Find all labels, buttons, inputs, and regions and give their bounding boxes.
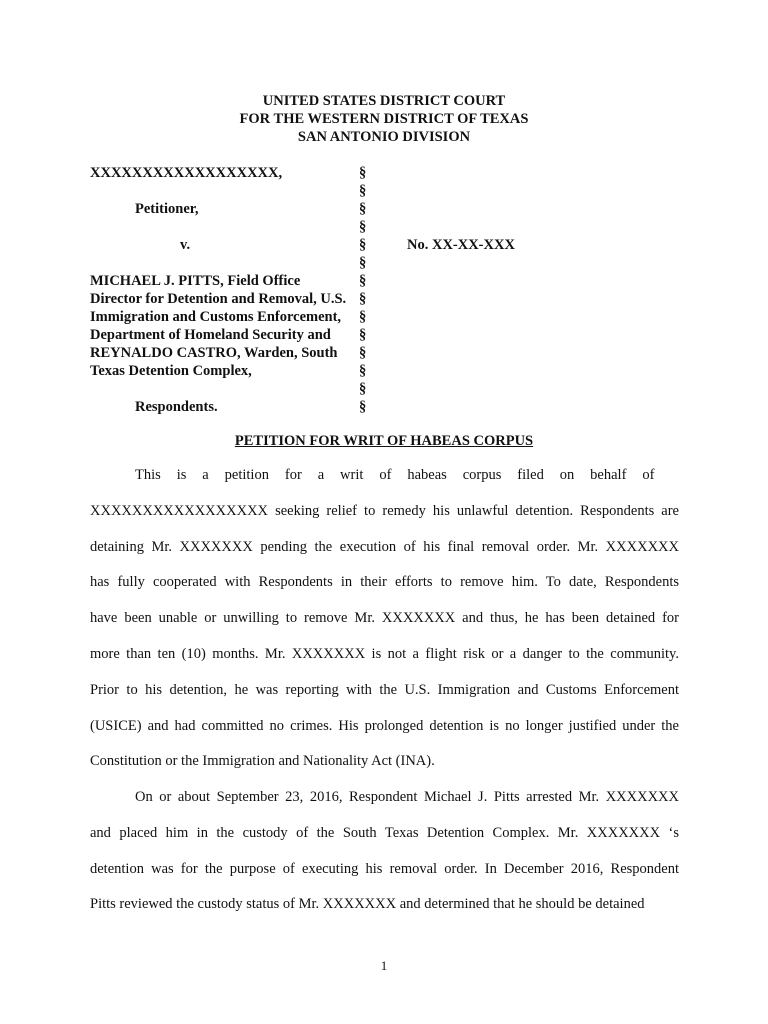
paragraph-line: detaining Mr. XXXXXXX pending the execution of his final removal order. Mr. XXXXXXX [90,538,679,555]
paragraph-line: This is a petition for a writ of habeas corpus filed on behalf of [135,467,655,483]
versus-label: v. [180,237,191,253]
section-symbol: § [359,201,367,217]
paragraph-line: XXXXXXXXXXXXXXXXX seeking relief to remedy his unlawful detention. Respondents are [90,502,679,519]
paragraph-line: On or about September 23, 2016, Respondent Michael J. Pitts arrested Mr. XXXXXXX [135,789,679,805]
paragraph-line: Prior to his detention, he was reporting with the U.S. Immigration and Customs Enforcement [90,681,679,698]
section-symbol: § [359,309,367,325]
section-symbol: § [359,327,367,343]
paragraph-line: has fully cooperated with Respondents in their efforts to remove him. To date, Respondents [90,574,679,591]
section-symbol-column [359,164,371,416]
section-symbol: § [359,273,367,289]
caption-spacer [90,218,362,236]
section-symbol: § [359,255,367,271]
petitioner-label: Petitioner, [135,201,199,217]
paragraph-line: Constitution or the Immigration and Nationality Act (INA). [90,753,435,770]
paragraph-line: and placed him in the custody of the South Texas Detention Complex. Mr. XXXXXXX ‘s [90,824,679,841]
page-number: 1 [380,958,388,973]
paragraph-1 [90,458,679,780]
respondent-line: Immigration and Customs Enforcement, [90,309,342,325]
paragraph-2 [90,780,679,923]
court-heading [0,92,768,146]
caption-parties [90,164,362,416]
paragraph-line: Pitts reviewed the custody status of Mr. XXXXXXX and determined that he should be detained [90,896,645,913]
respondent-line: Director for Detention and Removal, U.S. [90,291,347,307]
case-number: No. XX-XX-XXX [407,237,515,253]
caption-spacer [90,254,362,272]
respondent-line: Department of Homeland Security and [90,327,331,343]
court-district: FOR THE WESTERN DISTRICT OF TEXAS [239,111,529,127]
petitioner-name: XXXXXXXXXXXXXXXXXX, [90,165,283,181]
section-symbol: § [359,363,367,379]
respondent-line: Texas Detention Complex, [90,363,252,379]
section-symbol: § [359,183,367,199]
paragraph-line: more than ten (10) months. Mr. XXXXXXX is not a flight risk or a danger to the community. [90,645,679,662]
caption-spacer [90,380,362,398]
section-symbol: § [359,399,367,415]
court-division: SAN ANTONIO DIVISION [297,129,471,145]
section-symbol: § [359,291,367,307]
caption-spacer [90,182,362,200]
respondents-label: Respondents. [135,399,218,415]
section-symbol: § [359,219,367,235]
court-name: UNITED STATES DISTRICT COURT [262,93,506,109]
respondent-line: REYNALDO CASTRO, Warden, South [90,345,338,361]
paragraph-line: (USICE) and had committed no crimes. His prolonged detention is no longer justified under the [90,717,679,734]
section-symbol: § [359,345,367,361]
section-symbol: § [359,237,367,253]
document-title: PETITION FOR WRIT OF HABEAS CORPUS [234,433,534,449]
respondent-line: MICHAEL J. PITTS, Field Office [90,273,301,289]
section-symbol: § [359,165,367,181]
paragraph-line: detention was for the purpose of executing his removal order. In December 2016, Respondent [90,860,679,877]
paragraph-line: have been unable or unwilling to remove Mr. XXXXXXX and thus, he has been detained for [90,610,679,627]
section-symbol: § [359,381,367,397]
